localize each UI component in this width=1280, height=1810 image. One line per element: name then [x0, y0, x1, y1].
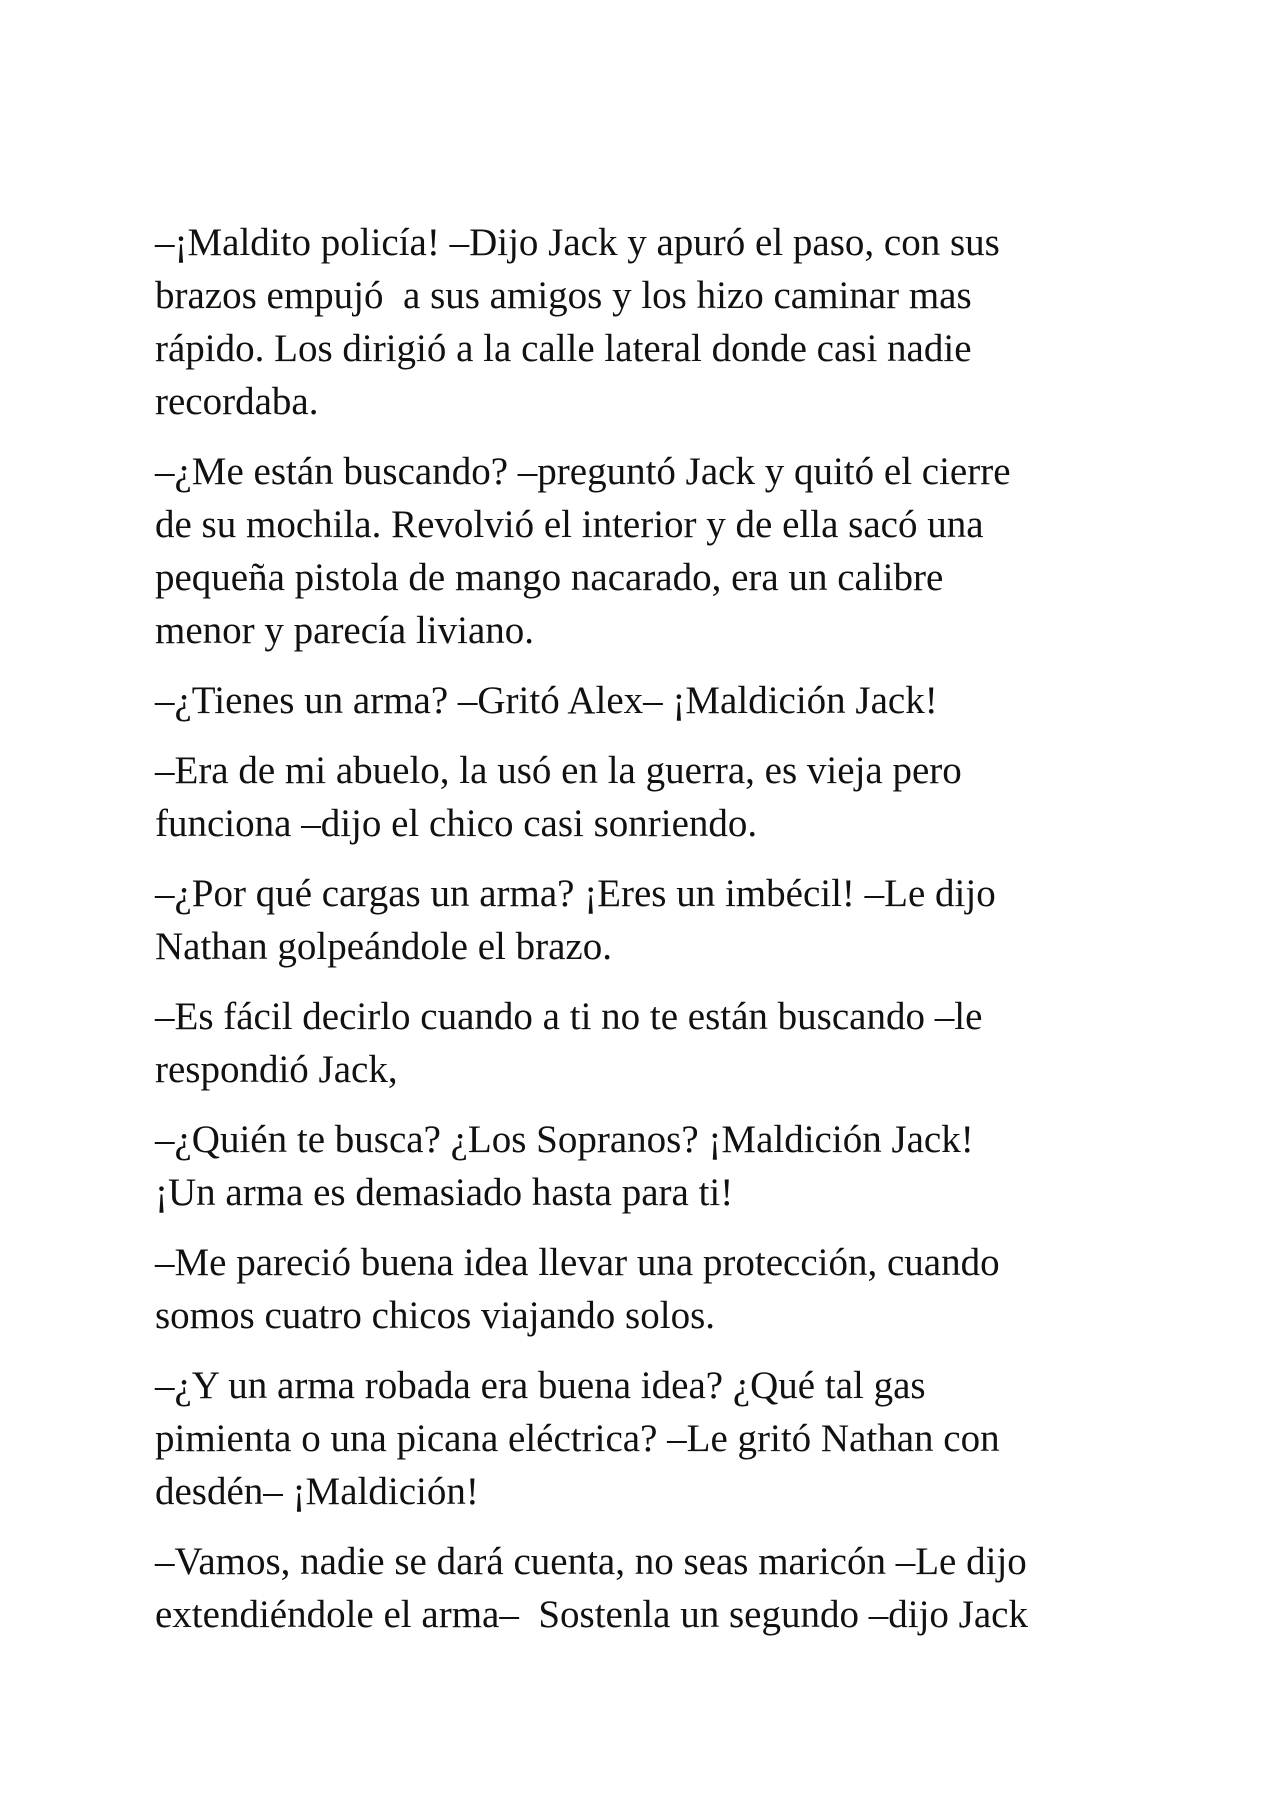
document-page: [155, 216, 1155, 1658]
text-line: somos cuatro chicos viajando solos.: [155, 1294, 715, 1337]
text-line: –Vamos, nadie se dará cuenta, no seas maricón –Le dijo: [155, 1540, 1027, 1583]
text-line: –¿Por qué cargas un arma? ¡Eres un imbécil! –Le dijo: [155, 872, 996, 915]
text-line: funciona –dijo el chico casi sonriendo.: [155, 802, 758, 845]
paragraph-8: [155, 1236, 1155, 1342]
text-line: –Es fácil decirlo cuando a ti no te están buscando –le: [155, 995, 983, 1038]
paragraph-1: [155, 216, 1155, 428]
text-line: –¿Quién te busca? ¿Los Sopranos? ¡Maldición Jack!: [155, 1118, 974, 1161]
text-line: –¿Tienes un arma? –Gritó Alex– ¡Maldición Jack!: [155, 679, 938, 722]
text-line: –¿Y un arma robada era buena idea? ¿Qué tal gas: [155, 1364, 926, 1407]
paragraph-9: [155, 1359, 1155, 1518]
paragraph-4: [155, 744, 1155, 850]
paragraph-10: [155, 1535, 1155, 1641]
text-line: pequeña pistola de mango nacarado, era un calibre: [155, 556, 944, 599]
text-line: brazos empujó a sus amigos y los hizo caminar mas: [155, 274, 972, 317]
text-line: pimienta o una picana eléctrica? –Le gritó Nathan con: [155, 1417, 1000, 1460]
text-line: –¡Maldito policía! –Dijo Jack y apuró el paso, con sus: [155, 221, 1000, 264]
text-line: respondió Jack,: [155, 1048, 398, 1091]
paragraph-5: [155, 867, 1155, 973]
text-line: –Era de mi abuelo, la usó en la guerra, es vieja pero: [155, 749, 962, 792]
text-line: ¡Un arma es demasiado hasta para ti!: [155, 1171, 734, 1214]
text-line: –Me pareció buena idea llevar una protección, cuando: [155, 1241, 1000, 1284]
text-line: desdén– ¡Maldición!: [155, 1470, 479, 1513]
text-line: rápido. Los dirigió a la calle lateral donde casi nadie: [155, 327, 972, 370]
paragraph-2: [155, 445, 1155, 657]
text-line: recordaba.: [155, 380, 319, 423]
text-line: Nathan golpeándole el brazo.: [155, 925, 612, 968]
paragraph-7: [155, 1113, 1155, 1219]
paragraph-6: [155, 990, 1155, 1096]
paragraph-3: [155, 674, 1155, 727]
text-line: extendiéndole el arma– Sostenla un segundo –dijo Jack: [155, 1593, 1028, 1636]
text-line: menor y parecía liviano.: [155, 609, 535, 652]
text-line: de su mochila. Revolvió el interior y de ella sacó una: [155, 503, 984, 546]
text-line: –¿Me están buscando? –preguntó Jack y quitó el cierre: [155, 450, 1011, 493]
